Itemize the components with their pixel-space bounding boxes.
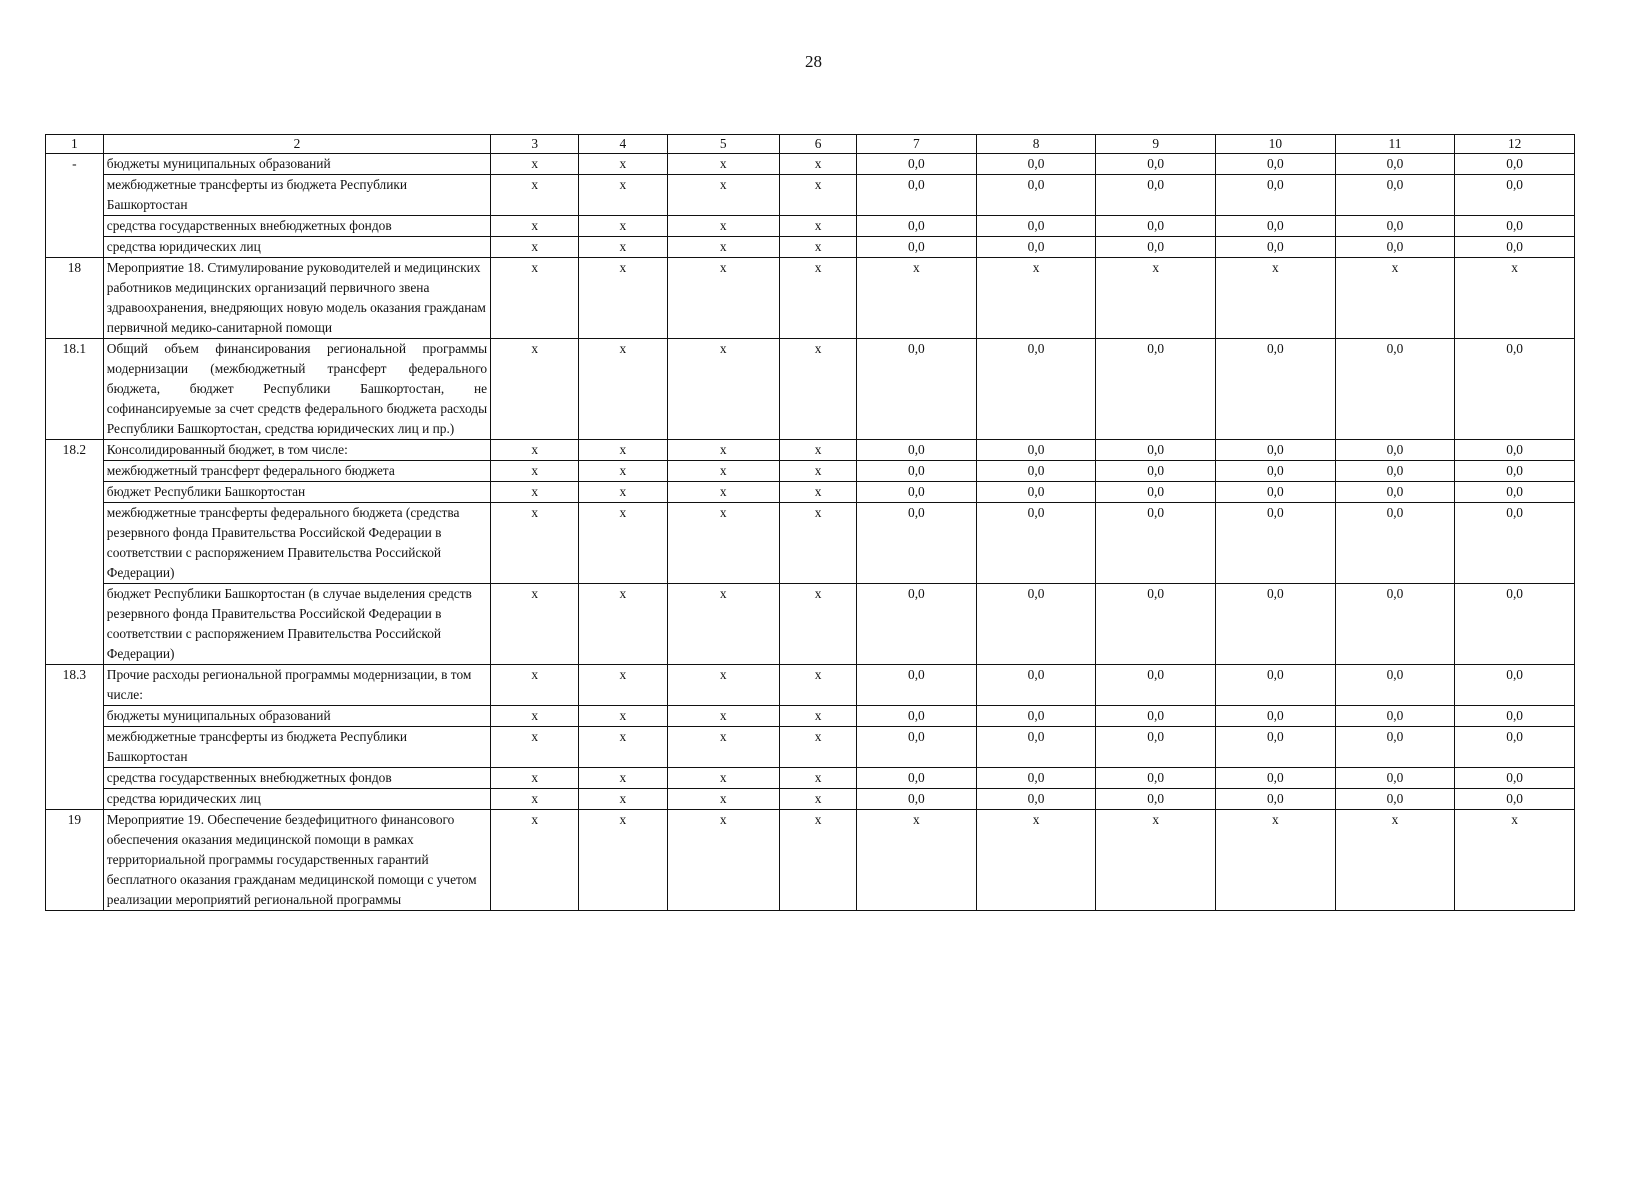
value-cell: x (780, 339, 857, 440)
row-description: межбюджетный трансферт федерального бюджета (103, 461, 490, 482)
value-cell: x (667, 810, 780, 911)
value-cell: x (780, 584, 857, 665)
value-cell: 0,0 (1335, 584, 1455, 665)
value-cell: 0,0 (1096, 727, 1216, 768)
value-cell: 0,0 (1335, 665, 1455, 706)
value-cell: 0,0 (857, 503, 977, 584)
value-cell: x (579, 461, 667, 482)
value-cell: 0,0 (1335, 482, 1455, 503)
column-header: 6 (780, 135, 857, 154)
value-cell: 0,0 (1455, 768, 1575, 789)
value-cell: x (667, 216, 780, 237)
value-cell: 0,0 (1335, 216, 1455, 237)
value-cell: 0,0 (1455, 339, 1575, 440)
value-cell: x (780, 237, 857, 258)
row-number: 18 (46, 258, 104, 339)
row-description: бюджеты муниципальных образований (103, 706, 490, 727)
value-cell: x (579, 727, 667, 768)
value-cell: x (579, 175, 667, 216)
table-row (46, 503, 1575, 584)
value-cell: x (667, 789, 780, 810)
value-cell: 0,0 (1455, 665, 1575, 706)
value-cell: x (579, 237, 667, 258)
value-cell: 0,0 (1335, 154, 1455, 175)
value-cell: 0,0 (1335, 789, 1455, 810)
value-cell: 0,0 (976, 768, 1096, 789)
row-description: бюджет Республики Башкортостан (в случае выделения средств резервного фонда Правительства Российской Федерации в соответствии с распоряжением Правительства Российской Федерации) (103, 584, 490, 665)
page-number: 28 (805, 52, 822, 71)
value-cell: 0,0 (1216, 768, 1336, 789)
value-cell: 0,0 (1455, 461, 1575, 482)
table-row (46, 768, 1575, 789)
value-cell: 0,0 (976, 237, 1096, 258)
value-cell: 0,0 (976, 154, 1096, 175)
value-cell: 0,0 (1335, 237, 1455, 258)
table-row (46, 258, 1575, 339)
value-cell: x (976, 258, 1096, 339)
header-row (46, 135, 1575, 154)
value-cell: x (780, 154, 857, 175)
value-cell: 0,0 (1096, 440, 1216, 461)
value-cell: 0,0 (1096, 339, 1216, 440)
row-description: Общий объем финансирования региональной программы модернизации (межбюджетный трансферт федерального бюджета, бюджет Республики Башкортостан, не софинансируемые за счет средств федерального бюджета расходы Республики Башкортостан, средства юридических лиц и пр.) (103, 339, 490, 440)
value-cell: 0,0 (857, 175, 977, 216)
value-cell: 0,0 (857, 665, 977, 706)
table-row (46, 706, 1575, 727)
table-row (46, 727, 1575, 768)
value-cell: 0,0 (1216, 440, 1336, 461)
table-row (46, 810, 1575, 911)
value-cell: 0,0 (976, 440, 1096, 461)
value-cell: 0,0 (1216, 175, 1336, 216)
value-cell: 0,0 (1335, 768, 1455, 789)
value-cell: x (1216, 810, 1336, 911)
table-row (46, 789, 1575, 810)
row-description: Мероприятие 18. Стимулирование руководителей и медицинских работников медицинских организаций первичного звена здравоохранения, внедряющих новую модель оказания гражданам первичной медико-санитарной помощи (103, 258, 490, 339)
row-description: средства государственных внебюджетных фондов (103, 216, 490, 237)
value-cell: 0,0 (857, 789, 977, 810)
row-description: средства государственных внебюджетных фондов (103, 768, 490, 789)
value-cell: x (667, 461, 780, 482)
row-number: 18.2 (46, 440, 104, 665)
table-row (46, 482, 1575, 503)
value-cell: 0,0 (1096, 175, 1216, 216)
value-cell: 0,0 (1335, 339, 1455, 440)
value-cell: x (667, 154, 780, 175)
value-cell: x (780, 789, 857, 810)
value-cell: 0,0 (857, 706, 977, 727)
value-cell: 0,0 (1096, 482, 1216, 503)
value-cell: x (491, 789, 579, 810)
value-cell: x (780, 665, 857, 706)
value-cell: 0,0 (976, 216, 1096, 237)
column-header: 3 (491, 135, 579, 154)
value-cell: 0,0 (1216, 789, 1336, 810)
value-cell: 0,0 (976, 584, 1096, 665)
row-number: - (46, 154, 104, 258)
value-cell: 0,0 (1455, 789, 1575, 810)
value-cell: x (491, 258, 579, 339)
value-cell: x (579, 258, 667, 339)
value-cell: x (491, 482, 579, 503)
value-cell: 0,0 (1216, 706, 1336, 727)
value-cell: x (667, 440, 780, 461)
value-cell: x (667, 482, 780, 503)
value-cell: 0,0 (1096, 789, 1216, 810)
value-cell: x (780, 810, 857, 911)
table-row (46, 461, 1575, 482)
value-cell: 0,0 (1335, 461, 1455, 482)
value-cell: 0,0 (1455, 727, 1575, 768)
value-cell: 0,0 (976, 339, 1096, 440)
value-cell: 0,0 (1455, 440, 1575, 461)
column-header: 4 (579, 135, 667, 154)
value-cell: 0,0 (857, 216, 977, 237)
value-cell: x (667, 175, 780, 216)
value-cell: x (491, 440, 579, 461)
value-cell: x (579, 789, 667, 810)
value-cell: x (857, 810, 977, 911)
row-description: межбюджетные трансферты из бюджета Республики Башкортостан (103, 175, 490, 216)
value-cell: 0,0 (857, 440, 977, 461)
value-cell: x (667, 503, 780, 584)
row-description: бюджет Республики Башкортостан (103, 482, 490, 503)
value-cell: x (1216, 258, 1336, 339)
value-cell: x (780, 706, 857, 727)
value-cell: 0,0 (1455, 584, 1575, 665)
table-row (46, 175, 1575, 216)
value-cell: 0,0 (1335, 175, 1455, 216)
value-cell: x (579, 665, 667, 706)
value-cell: x (667, 706, 780, 727)
value-cell: x (1335, 258, 1455, 339)
value-cell: x (579, 339, 667, 440)
value-cell: x (780, 216, 857, 237)
value-cell: 0,0 (1096, 154, 1216, 175)
row-description: средства юридических лиц (103, 237, 490, 258)
value-cell: 0,0 (1216, 237, 1336, 258)
value-cell: 0,0 (976, 175, 1096, 216)
table-row (46, 154, 1575, 175)
column-header: 12 (1455, 135, 1575, 154)
value-cell: 0,0 (857, 339, 977, 440)
value-cell: x (1335, 810, 1455, 911)
table-row (46, 665, 1575, 706)
column-header: 7 (857, 135, 977, 154)
value-cell: x (491, 216, 579, 237)
value-cell: 0,0 (1216, 503, 1336, 584)
row-description: средства юридических лиц (103, 789, 490, 810)
value-cell: x (579, 584, 667, 665)
value-cell: 0,0 (857, 768, 977, 789)
table-row (46, 440, 1575, 461)
column-header: 5 (667, 135, 780, 154)
value-cell: x (491, 706, 579, 727)
value-cell: x (667, 258, 780, 339)
value-cell: x (579, 706, 667, 727)
value-cell: 0,0 (1216, 665, 1336, 706)
value-cell: x (667, 665, 780, 706)
value-cell: 0,0 (857, 237, 977, 258)
value-cell: x (780, 768, 857, 789)
value-cell: x (780, 440, 857, 461)
value-cell: x (780, 503, 857, 584)
value-cell: x (667, 339, 780, 440)
value-cell: 0,0 (1455, 706, 1575, 727)
value-cell: x (780, 461, 857, 482)
value-cell: x (976, 810, 1096, 911)
table-row (46, 339, 1575, 440)
column-header: 10 (1216, 135, 1336, 154)
value-cell: 0,0 (1335, 706, 1455, 727)
value-cell: x (780, 727, 857, 768)
value-cell: 0,0 (976, 706, 1096, 727)
value-cell: 0,0 (1216, 482, 1336, 503)
value-cell: x (667, 727, 780, 768)
value-cell: x (579, 768, 667, 789)
value-cell: x (1455, 810, 1575, 911)
value-cell: x (780, 482, 857, 503)
value-cell: 0,0 (1335, 503, 1455, 584)
value-cell: 0,0 (1096, 461, 1216, 482)
value-cell: 0,0 (1455, 503, 1575, 584)
row-description: Мероприятие 19. Обеспечение бездефицитного финансового обеспечения оказания медицинской помощи в рамках территориальной программы государственных гарантий бесплатного оказания гражданам медицинской помощи с учетом реализации мероприятий региональной программы (103, 810, 490, 911)
row-number: 18.3 (46, 665, 104, 810)
value-cell: 0,0 (976, 727, 1096, 768)
row-number: 18.1 (46, 339, 104, 440)
value-cell: x (579, 810, 667, 911)
row-number: 19 (46, 810, 104, 911)
value-cell: 0,0 (857, 461, 977, 482)
value-cell: x (491, 768, 579, 789)
value-cell: x (667, 237, 780, 258)
value-cell: x (857, 258, 977, 339)
value-cell: x (491, 175, 579, 216)
column-header: 11 (1335, 135, 1455, 154)
value-cell: x (579, 154, 667, 175)
value-cell: x (491, 727, 579, 768)
row-description: бюджеты муниципальных образований (103, 154, 490, 175)
table-row (46, 584, 1575, 665)
value-cell: 0,0 (1096, 503, 1216, 584)
value-cell: x (491, 237, 579, 258)
value-cell: 0,0 (1335, 727, 1455, 768)
value-cell: 0,0 (1455, 216, 1575, 237)
value-cell: 0,0 (976, 665, 1096, 706)
value-cell: x (579, 216, 667, 237)
value-cell: x (579, 503, 667, 584)
value-cell: x (491, 503, 579, 584)
value-cell: x (1096, 258, 1216, 339)
value-cell: 0,0 (1096, 768, 1216, 789)
value-cell: 0,0 (1096, 706, 1216, 727)
value-cell: 0,0 (1216, 154, 1336, 175)
value-cell: 0,0 (1096, 237, 1216, 258)
value-cell: 0,0 (1216, 461, 1336, 482)
value-cell: 0,0 (857, 727, 977, 768)
value-cell: 0,0 (857, 154, 977, 175)
value-cell: 0,0 (1335, 440, 1455, 461)
value-cell: 0,0 (1455, 175, 1575, 216)
column-header: 2 (103, 135, 490, 154)
column-header: 1 (46, 135, 104, 154)
row-description: Прочие расходы региональной программы модернизации, в том числе: (103, 665, 490, 706)
financing-table (45, 134, 1575, 911)
value-cell: 0,0 (1096, 665, 1216, 706)
value-cell: 0,0 (976, 503, 1096, 584)
value-cell: x (491, 584, 579, 665)
value-cell: 0,0 (976, 789, 1096, 810)
row-description: межбюджетные трансферты федерального бюджета (средства резервного фонда Правительства Российской Федерации в соответствии с распоряжением Правительства Российской Федерации) (103, 503, 490, 584)
value-cell: x (579, 482, 667, 503)
value-cell: x (667, 768, 780, 789)
value-cell: x (780, 258, 857, 339)
value-cell: x (579, 440, 667, 461)
value-cell: 0,0 (1455, 482, 1575, 503)
row-description: Консолидированный бюджет, в том числе: (103, 440, 490, 461)
table-row (46, 216, 1575, 237)
value-cell: x (491, 461, 579, 482)
value-cell: 0,0 (1216, 216, 1336, 237)
value-cell: 0,0 (857, 482, 977, 503)
value-cell: x (1096, 810, 1216, 911)
column-header: 9 (1096, 135, 1216, 154)
value-cell: 0,0 (1096, 584, 1216, 665)
value-cell: 0,0 (1216, 727, 1336, 768)
value-cell: 0,0 (1096, 216, 1216, 237)
value-cell: 0,0 (1455, 154, 1575, 175)
value-cell: 0,0 (857, 584, 977, 665)
value-cell: 0,0 (1216, 339, 1336, 440)
value-cell: 0,0 (1216, 584, 1336, 665)
value-cell: x (491, 665, 579, 706)
value-cell: x (667, 584, 780, 665)
value-cell: 0,0 (1455, 237, 1575, 258)
value-cell: x (491, 339, 579, 440)
value-cell: x (491, 810, 579, 911)
row-description: межбюджетные трансферты из бюджета Республики Башкортостан (103, 727, 490, 768)
value-cell: x (780, 175, 857, 216)
value-cell: x (1455, 258, 1575, 339)
column-header: 8 (976, 135, 1096, 154)
value-cell: 0,0 (976, 461, 1096, 482)
table-row (46, 237, 1575, 258)
value-cell: 0,0 (976, 482, 1096, 503)
value-cell: x (491, 154, 579, 175)
